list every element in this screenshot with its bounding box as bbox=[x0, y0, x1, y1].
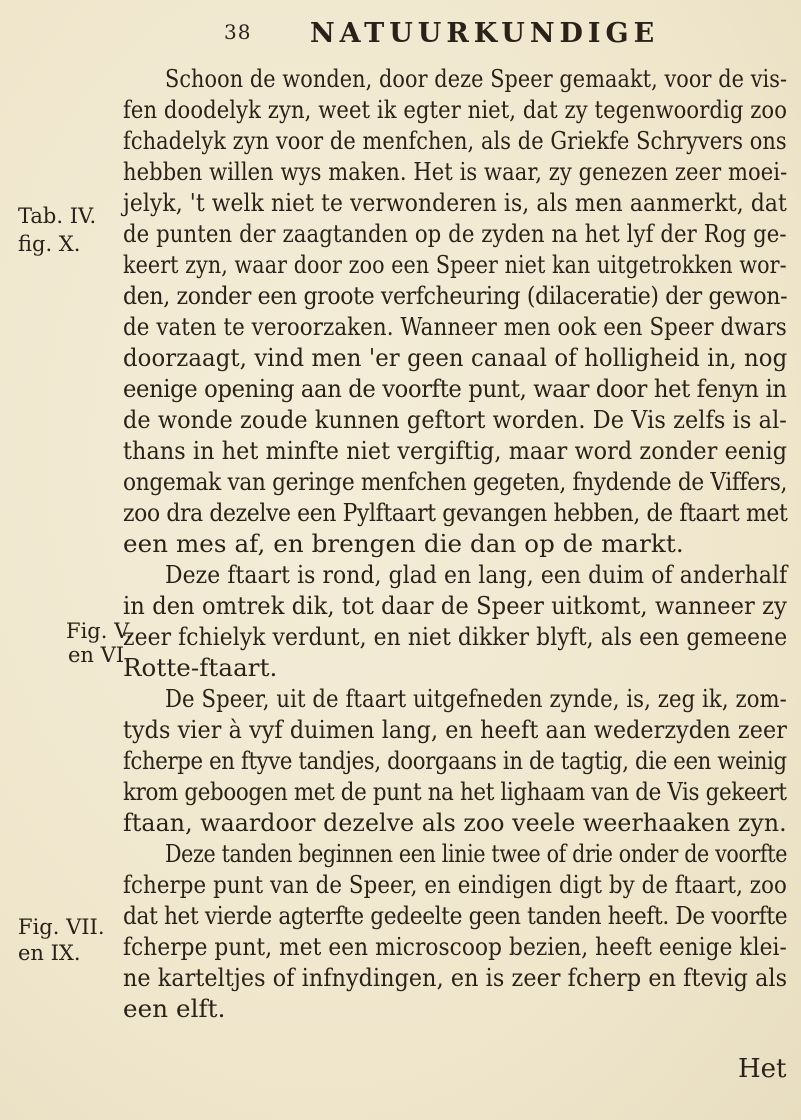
text-line: hebben willen wys maken. Het is waar, zy genezen zeer moei- bbox=[123, 157, 788, 186]
text-line: ne karteltjes of infnydingen, en is zeer fcherp en ftevig als bbox=[123, 963, 788, 992]
margin-note-fig-vii: Fig. VII. bbox=[18, 915, 105, 939]
margin-note-fig-x: fig. X. bbox=[18, 232, 81, 256]
catchword: Het bbox=[738, 1054, 787, 1084]
text-line: eenige opening aan de voorfte punt, waar door het fenyn in bbox=[123, 374, 787, 403]
text-line: een mes af, en brengen die dan op de markt. bbox=[123, 529, 684, 558]
text-line: tyds vier à vyf duimen lang, en heeft aan wederzyden zeer bbox=[123, 715, 787, 744]
margin-note-tab-iv: Tab. IV. bbox=[18, 204, 97, 228]
text-line: jelyk, 't welk niet te verwonderen is, als men aanmerkt, dat bbox=[123, 188, 787, 217]
text-line: doorzaagt, vind men 'er geen canaal of holligheid in, nog bbox=[123, 343, 788, 372]
text-line: fcherpe punt van de Speer, en eindigen digt by de ftaart, zoo bbox=[123, 870, 787, 899]
text-line: de punten der zaagtanden op de zyden na het lyf der Rog ge- bbox=[123, 219, 787, 248]
text-line: fen doodelyk zyn, weet ik egter niet, dat zy tegenwoordig zoo bbox=[123, 95, 787, 124]
text-line: zeer fchielyk verdunt, en niet dikker blyft, als een gemeene bbox=[123, 622, 788, 651]
text-line: Deze tanden beginnen een linie twee of drie onder de voorfte bbox=[165, 839, 788, 868]
text-line: krom geboogen met de punt na het lighaam van de Vis gekeert bbox=[123, 777, 787, 806]
text-line: Rotte-ftaart. bbox=[123, 653, 278, 682]
margin-note-en-vi: en VI. bbox=[68, 643, 131, 667]
text-line: Schoon de wonden, door deze Speer gemaakt, voor de vis- bbox=[165, 64, 788, 93]
text-line: ongemak van geringe menfchen gegeten, fnydende de Viffers, bbox=[123, 467, 788, 496]
margin-note-en-ix: en IX. bbox=[18, 941, 81, 965]
running-title: NATUURKUNDIGE bbox=[310, 18, 660, 49]
page-number: 38 bbox=[224, 20, 252, 44]
text-line: fcherpe punt, met een microscoop bezien, heeft eenige klei- bbox=[123, 932, 787, 961]
text-line: fcherpe en ftyve tandjes, doorgaans in de tagtig, die een weinig bbox=[123, 746, 787, 775]
text-line: Deze ftaart is rond, glad en lang, een duim of anderhalf bbox=[165, 560, 788, 589]
page-header bbox=[0, 18, 801, 58]
text-line: fchadelyk zyn voor de menfchen, als de Griekfe Schryvers ons bbox=[123, 126, 787, 155]
text-line: thans in het minfte niet vergiftig, maar word zonder eenig bbox=[123, 436, 788, 465]
text-line: zoo dra dezelve een Pylftaart gevangen hebben, de ftaart met bbox=[123, 498, 788, 527]
text-line: ftaan, waardoor dezelve als zoo veele weerhaaken zyn. bbox=[123, 808, 787, 837]
text-line: de vaten te veroorzaken. Wanneer men ook een Speer dwars bbox=[123, 312, 787, 341]
text-line: dat het vierde agterfte gedeelte geen tanden heeft. De voorfte bbox=[123, 901, 788, 930]
text-line: de wonde zoude kunnen geftort worden. De Vis zelfs is al- bbox=[123, 405, 787, 434]
text-line: keert zyn, waar door zoo een Speer niet kan uitgetrokken wor- bbox=[123, 250, 787, 279]
text-line: een elft. bbox=[123, 994, 226, 1023]
text-line: De Speer, uit de ftaart uitgefneden zynde, is, zeg ik, zom- bbox=[165, 684, 787, 713]
text-line: den, zonder een groote verfcheuring (dilaceratie) der gewon- bbox=[123, 281, 788, 310]
margin-note-fig-v: Fig. V. bbox=[66, 619, 133, 643]
text-line: in den omtrek dik, tot daar de Speer uitkomt, wanneer zy bbox=[123, 591, 787, 620]
